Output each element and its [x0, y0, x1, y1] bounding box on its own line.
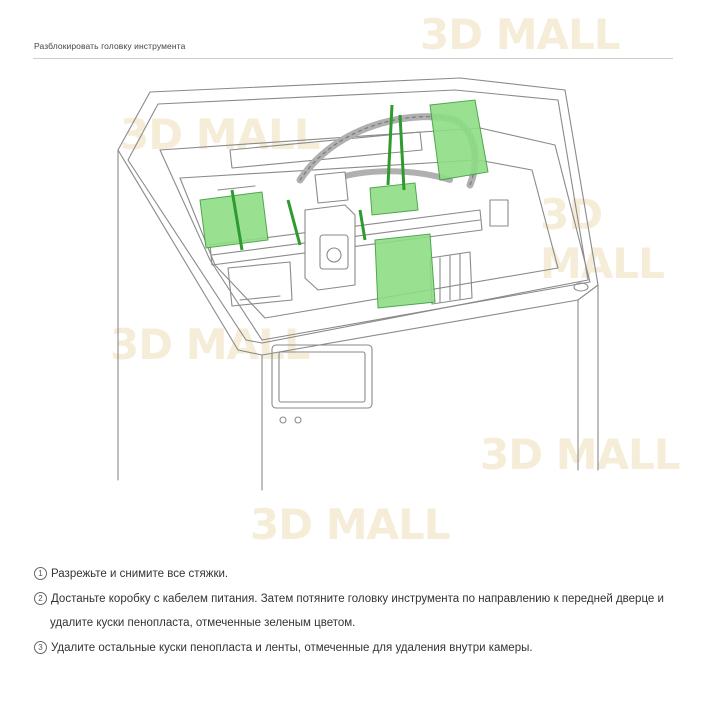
step-text: Разрежьте и снимите все стяжки. [51, 568, 229, 580]
foam-front [375, 234, 435, 308]
watermark: 3D MALL [110, 320, 310, 369]
step-3 [34, 641, 533, 654]
step-text: Удалите остальные куски пенопласта и ленты, отмеченные для удаления внутри камеры. [51, 642, 533, 654]
page-title: Разблокировать головку инструмента [34, 41, 186, 51]
front-screen [272, 345, 372, 408]
watermark: 3D MALL [120, 110, 320, 159]
step-text: удалите куски пенопласта, отмеченные зеленым цветом. [50, 617, 356, 629]
step-number: 1 [34, 567, 47, 580]
foam-center [370, 183, 418, 215]
step-1 [34, 567, 228, 580]
zip-tie [400, 115, 404, 190]
watermark: 3D MALL [250, 500, 450, 549]
step-number: 2 [34, 592, 47, 605]
foam-back-right [430, 100, 488, 180]
step-2-continued [50, 617, 355, 629]
watermark: 3D MALL [420, 10, 620, 59]
watermark: 3D MALL [480, 430, 680, 479]
step-number: 3 [34, 641, 47, 654]
watermark: 3D MALL [540, 190, 664, 288]
zip-tie [288, 200, 300, 245]
heatsink [430, 252, 472, 304]
step-text: Достаньте коробку с кабелем питания. Затем потяните головку инструмента по направлению к передней дверце и [51, 593, 664, 605]
box [228, 262, 292, 306]
step-2 [34, 592, 664, 605]
